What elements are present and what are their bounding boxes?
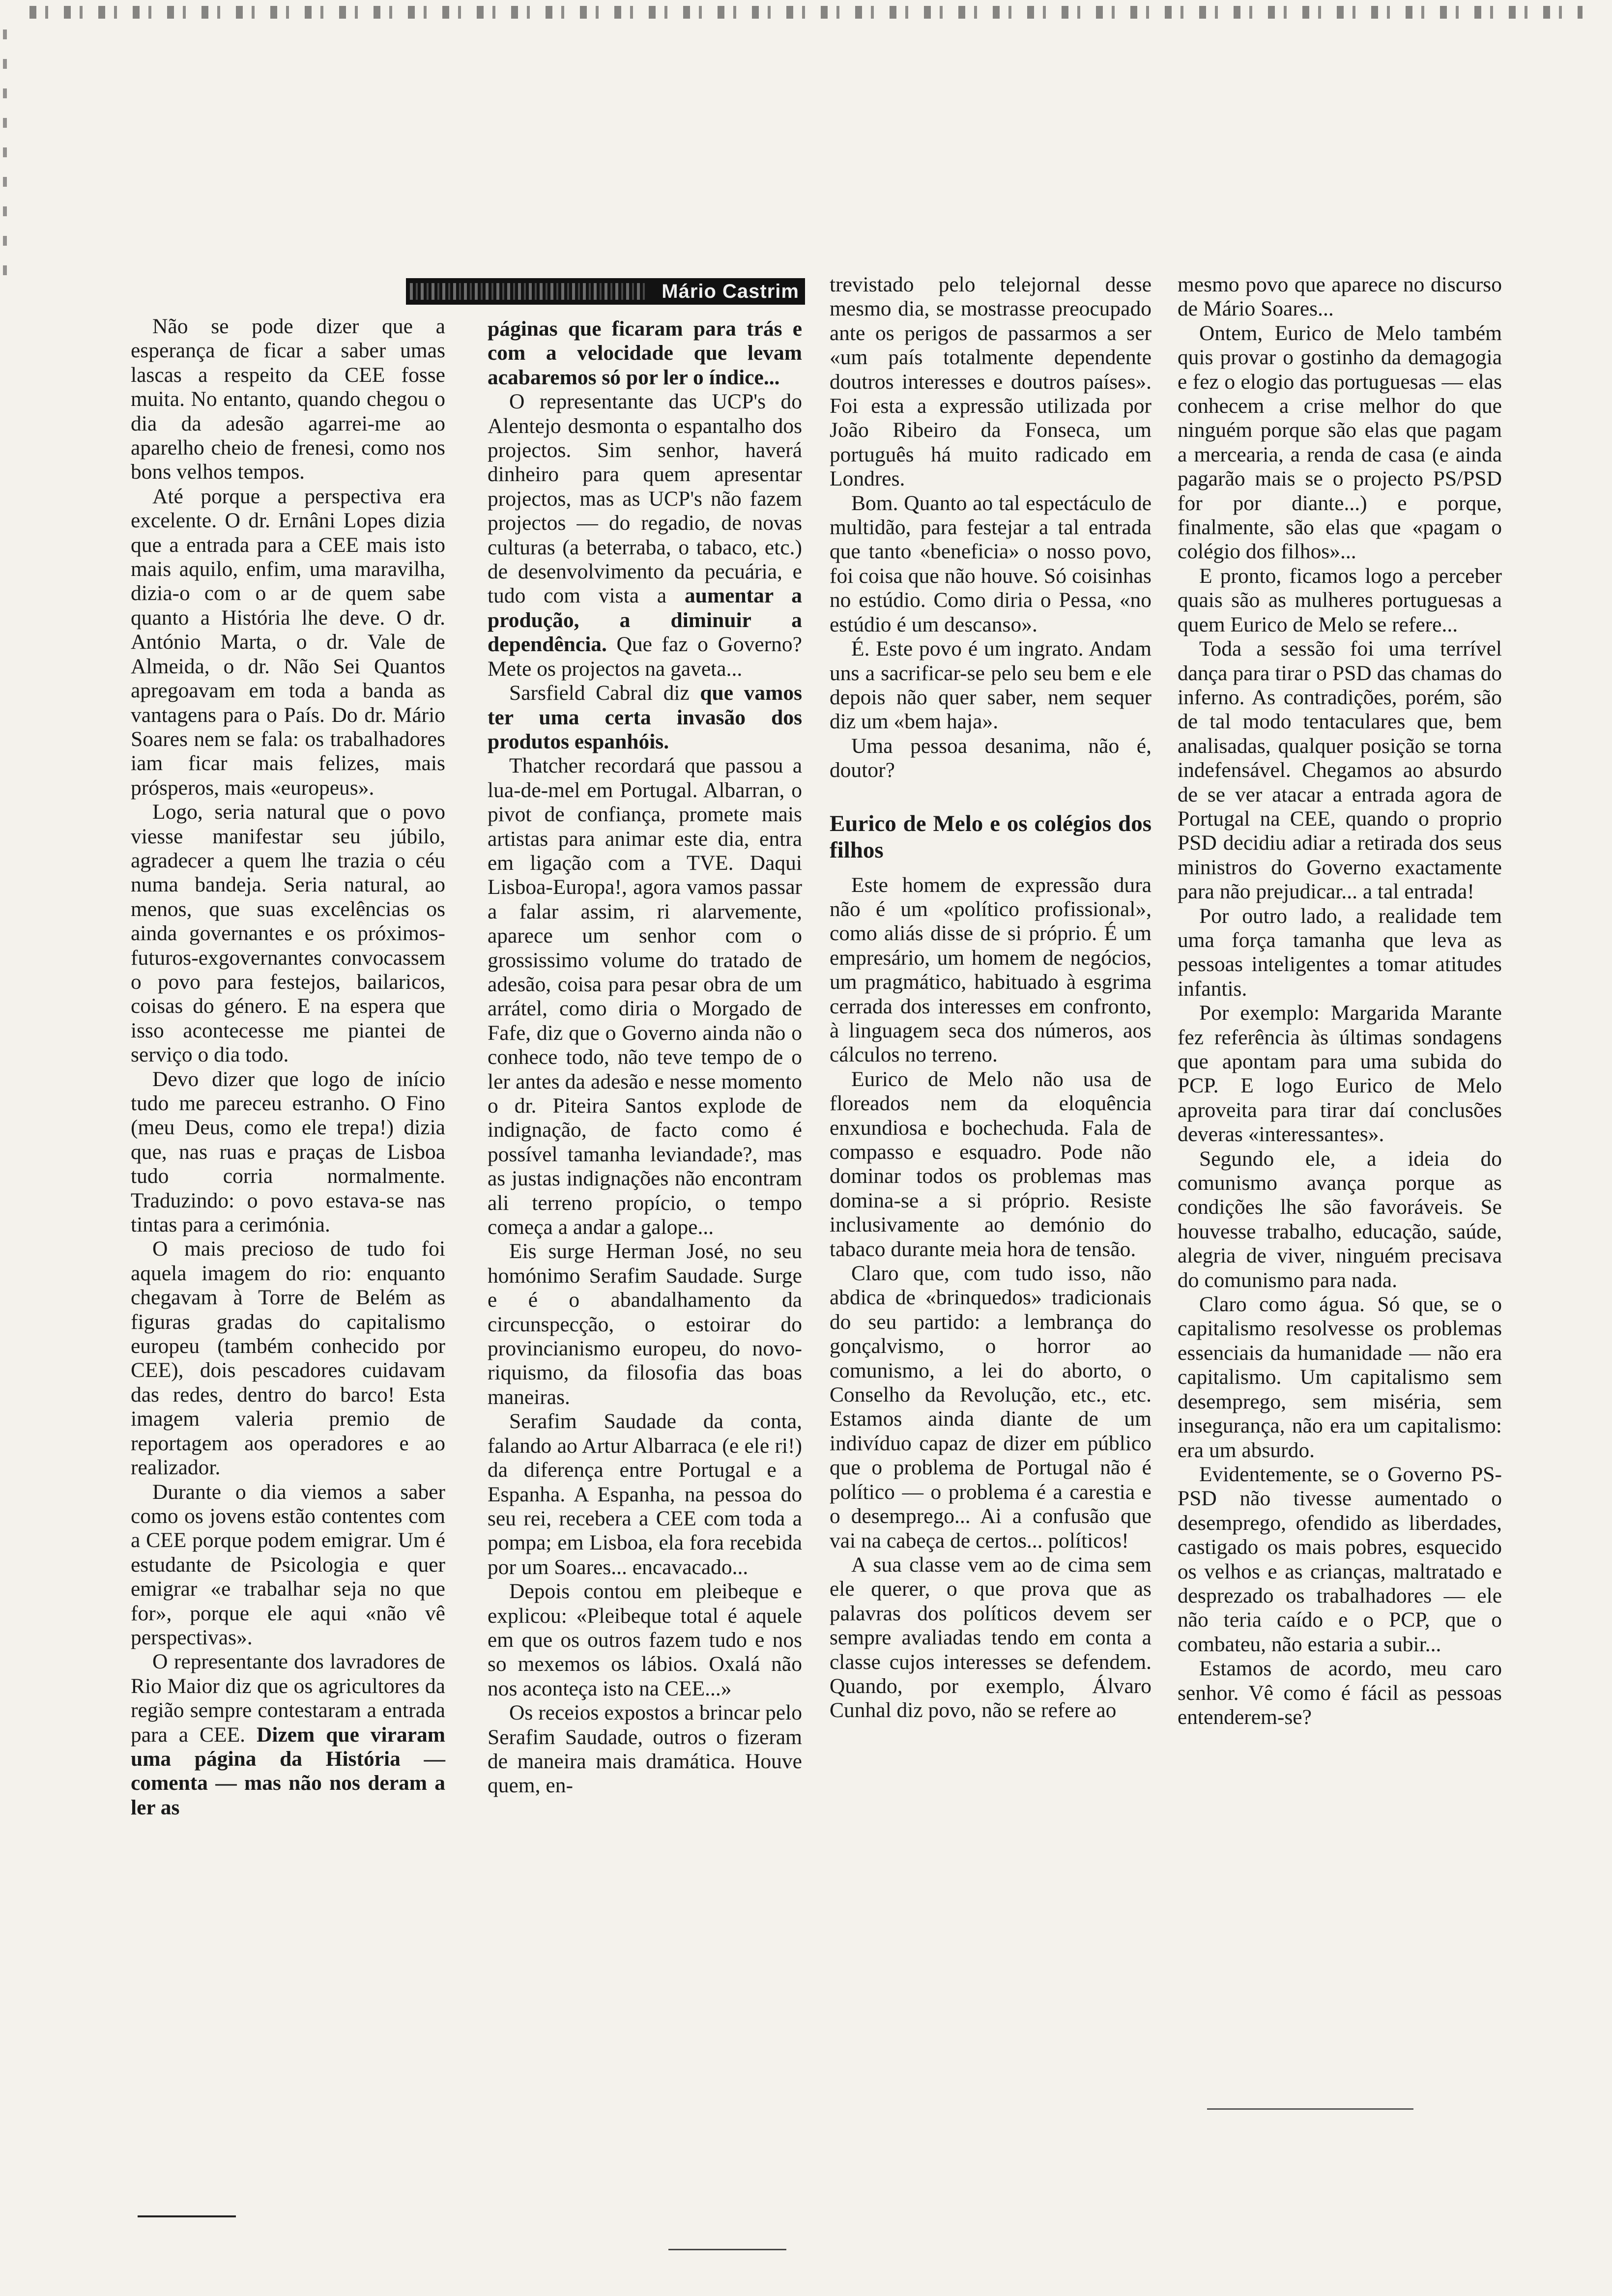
paragraph <box>488 681 802 754</box>
paragraph: Claro que, com tudo isso, não abdica de «brinquedos» tradicionais do seu partido: a lembrança do gonçalvismo, o horror ao comunismo, a lei do aborto, o Conselho da Revolução, etc., etc. Estamos ainda diante de um indivíduo capaz de dizer em público que o problema de Portugal não é político — o problema é a carestia e o desemprego... Ai a confusão que vai na cabeça de certos... políticos! <box>830 1262 1151 1552</box>
paragraph <box>488 390 802 681</box>
paragraph: Toda a sessão foi uma terrível dança para tirar o PSD das chamas do inferno. As contradições, porém, são de tal modo tentaculares que, bem analisadas, qualquer posição se torna indefensável. Chegamos ao absurdo de se ver atacar a entrada agora de Portugal na CEE, quando o proprio PSD decidiu adiar a retirada dos seus ministros do Governo exactamente para não prejudicar... a tal entrada! <box>1178 637 1502 904</box>
paragraph: Depois contou em pleibeque e explicou: «Pleibeque total é aquele em que os outros fazem tudo e nos so mexemos os lábios. Oxalá não nos aconteça isto na CEE...» <box>488 1579 802 1700</box>
paragraph: Eis surge Herman José, no seu homónimo Serafim Saudade. Surge e é o abandalhamento da circunspecção, o estoirar do provincianismo europeu, do novo-riquismo, da filosofia das boas maneiras. <box>488 1239 802 1409</box>
paragraph: trevistado pelo telejornal desse mesmo dia, se mostrasse preocupado ante os perigos de passarmos a ser «um país totalmente dependente doutros interesses e doutros países». Foi esta a expressão utilizada por João Ribeiro da Fonseca, um português há muito radicado em Londres. <box>830 273 1151 491</box>
paragraph: Até porque a perspectiva era excelente. O dr. Ernâni Lopes dizia que a entrada para a CEE mais isto mais aquilo, enfim, uma maravilha, dizia-o com o ar de quem sabe quanto a História lhe deve. O dr. António Marta, o dr. Vale de Almeida, o dr. Não Sei Quantos apregoavam em toda a banda as vantagens para o País. Do dr. Mário Soares nem se fala: os trabalhadores iam ficar mais felizes, mais prósperos, mais «europeus». <box>131 484 445 800</box>
article-column-2 <box>488 317 802 1798</box>
paragraph: A sua classe vem ao de cima sem ele querer, o que prova que as palavras dos políticos devem ser sempre avaliadas tendo em conta a classe cujos interesses se defendem. Quando, por exemplo, Álvaro Cunhal diz povo, não se refere ao <box>830 1552 1151 1722</box>
author-name: Mário Castrim <box>662 281 799 302</box>
paragraph: Ontem, Eurico de Melo também quis provar o gostinho da demagogia e fez o elogio das portuguesas — elas conhecem a crise melhor do que ninguém porque são elas que pagam a mercearia, a renda de casa (e ainda pagarão mais se o projecto PS/PSD for por diante...) e porque, finalmente, são elas que «pagam o colégio dos filhos»... <box>1178 321 1502 564</box>
paragraph: Evidentemente, se o Governo PS-PSD não tivesse aumentado o desemprego, ofendido as liberdades, castigado os mais pobres, esquecido os velhos e as crianças, maltratado e desprezado os trabalhadores — ele não teria caído e o PCP, que o combateu, não estaria a subir... <box>1178 1462 1502 1656</box>
paragraph: Logo, seria natural que o povo viesse manifestar seu júbilo, agradecer a quem lhe trazia o céu numa bandeja. Seria natural, ao menos, que suas excelências os ainda governantes e os próximos-futuros-exgovernantes convocassem o povo para festejos, bailaricos, coisas do género. E na espera que isso acontecesse me piantei de serviço o dia todo. <box>131 800 445 1067</box>
article-column-4 <box>1178 273 1502 1729</box>
paragraph: É. Este povo é um ingrato. Andam uns a sacrificar-se pelo seu bem e ele depois não quer saber, nem sequer diz um «bem haja». <box>830 637 1151 734</box>
paragraph-text: Que faz o Governo? Mete os projectos na gaveta... <box>488 632 802 681</box>
paragraph: Eurico de Melo não usa de floreados nem da eloquência enxundiosa e bochechuda. Fala de compasso e esquadro. Pode não dominar todos os problemas mas domina-se a si próprio. Resiste inclusivamente ao demónio do tabaco durante meia hora de tensão. <box>830 1067 1151 1261</box>
paragraph: Por exemplo: Margarida Marante fez referência às últimas sondagens que apontam para uma subida do PCP. E logo Eurico de Melo aproveita para tirar daí conclusões deveras «interessantes». <box>1178 1001 1502 1147</box>
paragraph: Os receios expostos a brincar pelo Serafim Saudade, outros o fizeram de maneira mais dramática. Houve quem, en- <box>488 1701 802 1798</box>
paragraph: O mais precioso de tudo foi aquela imagem do rio: enquanto chegavam à Torre de Belém as figuras gradas do capitalismo europeu (também conhecido por CEE), dois pescadores cuidavam das redes, dentro do barco! Esta imagem valeria premio de reportagem aos operadores e ao realizador. <box>131 1237 445 1480</box>
paragraph <box>131 1650 445 1820</box>
paragraph-text: O representante das UCP's do Alentejo desmonta o espantalho dos projectos. Sim senhor, haverá dinheiro para quem apresentar projectos, mas as UCP's não fazem projectos — do regadio, de novas culturas (a beterraba, o tabaco, etc.) de desenvolvimento da pecuária, e tudo com vista a <box>488 390 802 608</box>
paragraph: Uma pessoa desanima, não é, doutor? <box>830 734 1151 782</box>
paragraph: Estamos de acordo, meu caro senhor. Vê como é fácil as pessoas entenderem-se? <box>1178 1657 1502 1729</box>
bold-phrase: aumentar a produção, a diminuir a dependência. <box>488 584 803 657</box>
paragraph: Durante o dia viemos a saber como os jovens estão contentes com a CEE porque podem emigrar. Um é estudante de Psicologia e quer emigrar «e trabalhar seja no que for», porque ele aqui «não vê perspectivas». <box>131 1480 445 1649</box>
byline-banner <box>406 278 805 305</box>
paragraph: E pronto, ficamos logo a perceber quais são as mulheres portuguesas a quem Eurico de Melo se refere... <box>1178 564 1502 636</box>
paragraph: Claro como água. Só que, se o capitalismo resolvesse os problemas essenciais da humanidade — não era capitalismo. Um capitalismo sem desemprego, sem miséria, sem insegurança, não era um capitalismo: era um absurdo. <box>1178 1292 1502 1462</box>
bold-quote-continued: páginas que ficaram para trás e com a velocidade que levam acabaremos só por ler o índice... <box>488 317 802 389</box>
scan-left-edge <box>3 29 7 285</box>
paragraph: Este homem de expressão dura não é um «político profissional», como aliás disse de si próprio. É um empresário, um homem de negócios, um pragmático, habituado à esgrima cerrada dos interesses em confronto, à linguagem seca dos números, aos cálculos no terreno. <box>830 873 1151 1067</box>
column-end-rule <box>668 2249 786 2250</box>
paragraph: Thatcher recordará que passou a lua-de-mel em Portugal. Albarran, o pivot de confiança, promete mais artistas para animar este dia, entra em ligação com a TVE. Daqui Lisboa-Europa!, agora vamos passar a falar assim, ri alarvemente, aparece um senhor com o grossissimo volume do tratado de adesão, coisa para pesar obra de um arrátel, como diria o Morgado de Fafe, diz que o Governo ainda não o conhece todo, não teve tempo de o ler antes da adesão e nesse momento o dr. Piteira Santos explode de indignação, de facto como é possível tamanha leviandade?, mas as justas indignações não encontram ali terreno propício, o tempo começa a andar a galope... <box>488 754 802 1239</box>
bold-quote: Dizem que viraram uma página da História — comenta — mas não nos deram a ler as <box>131 1722 445 1819</box>
article-column-3 <box>830 273 1151 1723</box>
paragraph: Serafim Saudade da conta, falando ao Artur Albarraca (e ele ri!) da diferença entre Portugal e a Espanha. A Espanha, na pessoa do seu rei, recebera a CEE com toda a pompa; em Lisboa, ela fora recebida por um Soares... encavacado... <box>488 1409 802 1579</box>
byline-texture <box>410 283 646 300</box>
column-end-rule <box>138 2215 236 2217</box>
paragraph: Bom. Quanto ao tal espectáculo de multidão, para festejar a tal entrada que tanto «beneficia» o nosso povo, foi coisa que não houve. Só coisinhas no estúdio. Como diria o Pessa, «no estúdio é um descanso». <box>830 491 1151 636</box>
paragraph: Por outro lado, a realidade tem uma força tamanha que leva as pessoas inteligentes a tomar atitudes infantis. <box>1178 904 1502 1001</box>
paragraph: Não se pode dizer que a esperança de ficar a saber umas lascas a respeito da CEE fosse muita. No entanto, quando chegou o dia da adesão agarrei-me ao aparelho cheio de frenesi, como nos bons velhos tempos. <box>131 315 445 484</box>
article-column-1 <box>131 315 445 1820</box>
paragraph: Segundo ele, a ideia do comunismo avança porque as condições lhe são favoráveis. Se houvesse trabalho, educação, saúde, alegria de viver, ninguém precisava do comunismo para nada. <box>1178 1147 1502 1292</box>
bold-phrase: que vamos ter uma certa invasão dos produtos espanhóis. <box>488 681 803 753</box>
paragraph: Devo dizer que logo de início tudo me pareceu estranho. O Fino (meu Deus, como ele trepa!) dizia que, nas ruas e praças de Lisboa tudo corria normalmente. Traduzindo: o povo estava-se nas tintas para a cerimónia. <box>131 1067 445 1237</box>
column-end-rule <box>1207 2108 1413 2110</box>
subheading: Eurico de Melo e os colégios dos filhos <box>830 810 1151 863</box>
paragraph-text: O representante dos lavradores de Rio Maior diz que os agricultores da região sempre contestaram a entrada para a CEE. <box>131 1650 445 1747</box>
paragraph-text: Sarsfield Cabral diz <box>509 681 690 705</box>
scan-top-edge <box>29 6 1583 19</box>
paragraph: mesmo povo que aparece no discurso de Mário Soares... <box>1178 273 1502 321</box>
